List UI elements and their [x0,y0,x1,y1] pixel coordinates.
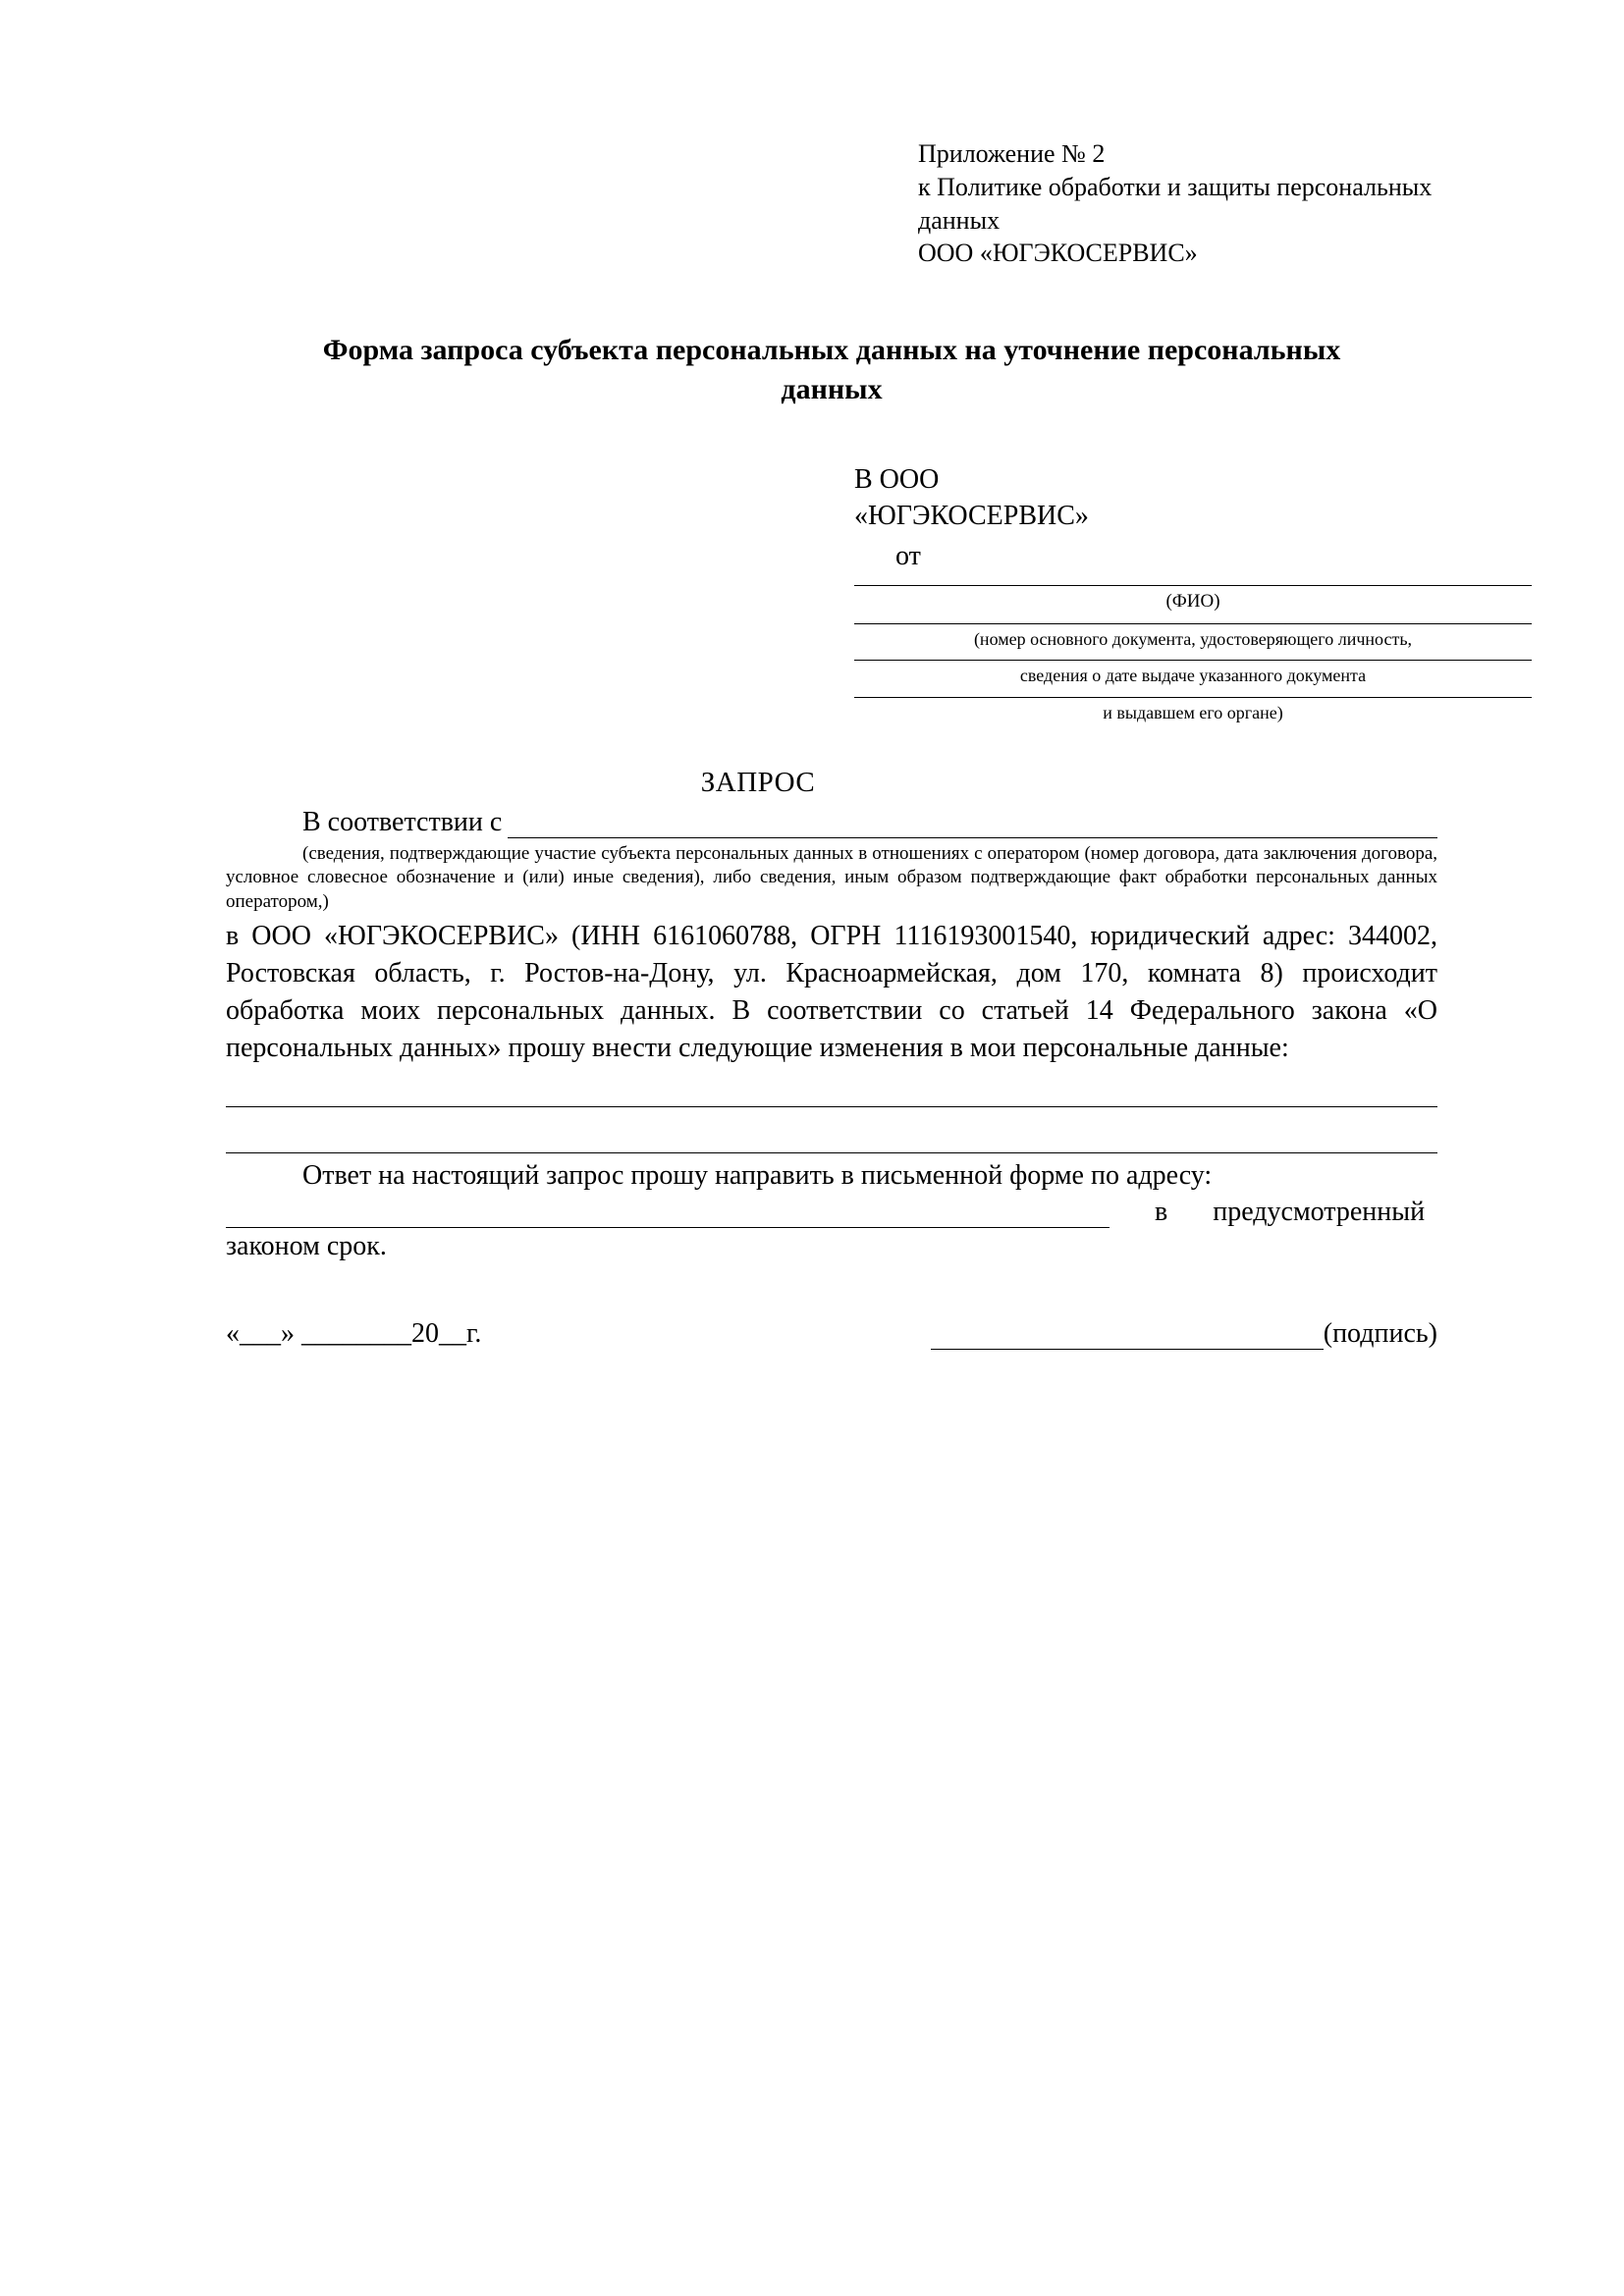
addressee-from-label: от [895,540,921,571]
addressee-line-1: В ООО [854,463,940,495]
signature-label: (подпись) [1323,1318,1437,1350]
answer-mid-text: в [1155,1197,1168,1228]
document-issuer-caption: и выдавшем его органе) [1103,702,1283,722]
appendix-line-4: ООО «ЮГЭКОСЕРВИС» [918,239,1198,268]
appendix-line-3: данных [918,205,1001,235]
fio-input-line[interactable] [854,585,1532,586]
compliance-note-text: (сведения, подтверждающие участие субъекта персональных данных в отношениях с оператором (номер договора, дата заключения договора, условное словесное обозначение и (или) иные сведения), либо сведения, иным образом подтверждающие факт обработки персональных данных оператором,) [226,843,1437,912]
changes-input-line-2[interactable] [226,1152,1437,1153]
request-heading: ЗАПРОС [700,767,816,799]
compliance-lead: В соответствии с [302,807,503,838]
appendix-line-2: к Политике обработки и защиты персональных [918,172,1433,201]
date-field[interactable]: «___» ________20__г. [226,1318,482,1350]
document-number-caption: (номер основного документа, удостоверяющего личность, [973,628,1413,649]
compliance-input-line[interactable] [508,816,1437,838]
document-number-input-line[interactable] [854,623,1532,624]
fio-caption: (ФИО) [1165,590,1220,612]
document-issuer-input-line[interactable] [854,697,1532,698]
main-paragraph: в ООО «ЮГЭКОСЕРВИС» (ИНН 6161060788, ОГРН 1116193001540, юридический адрес: 344002, Ростовская область, г. Ростов-на-Дону, ул. Красноармейская, дом 170, комната 8) происходит обработка моих персональных данных. В соответствии со статьей 14 Федерального закона «О персональных данных» прошу внести следующие изменения в мои персональные данные: [226,921,1437,1064]
document-date-input-line[interactable] [854,660,1532,661]
answer-address-input-line[interactable] [226,1205,1110,1228]
answer-address-row [226,1197,1437,1228]
applicant-fields [854,585,1532,723]
page-title: Форма запроса субъекта персональных данных на уточнение персональных данных [322,334,1341,406]
signature-input-line[interactable] [931,1327,1324,1350]
appendix-line-1: Приложение № 2 [918,139,1106,168]
answer-last-text: законом срок. [226,1231,387,1262]
appendix-reference [918,137,1537,270]
signature-row [226,1318,1437,1350]
addressee-block [854,462,1532,575]
compliance-note [226,842,1437,914]
answer-paragraph: Ответ на настоящий запрос прошу направить в письменной форме по адресу: [302,1160,1213,1192]
compliance-row [226,807,1437,838]
addressee-line-2: «ЮГЭКОСЕРВИС» [854,500,1089,531]
answer-tail-text: предусмотренный [1213,1197,1426,1228]
document-date-caption: сведения о дате выдаче указанного документа [1019,666,1367,686]
changes-input-line-1[interactable] [226,1106,1437,1107]
